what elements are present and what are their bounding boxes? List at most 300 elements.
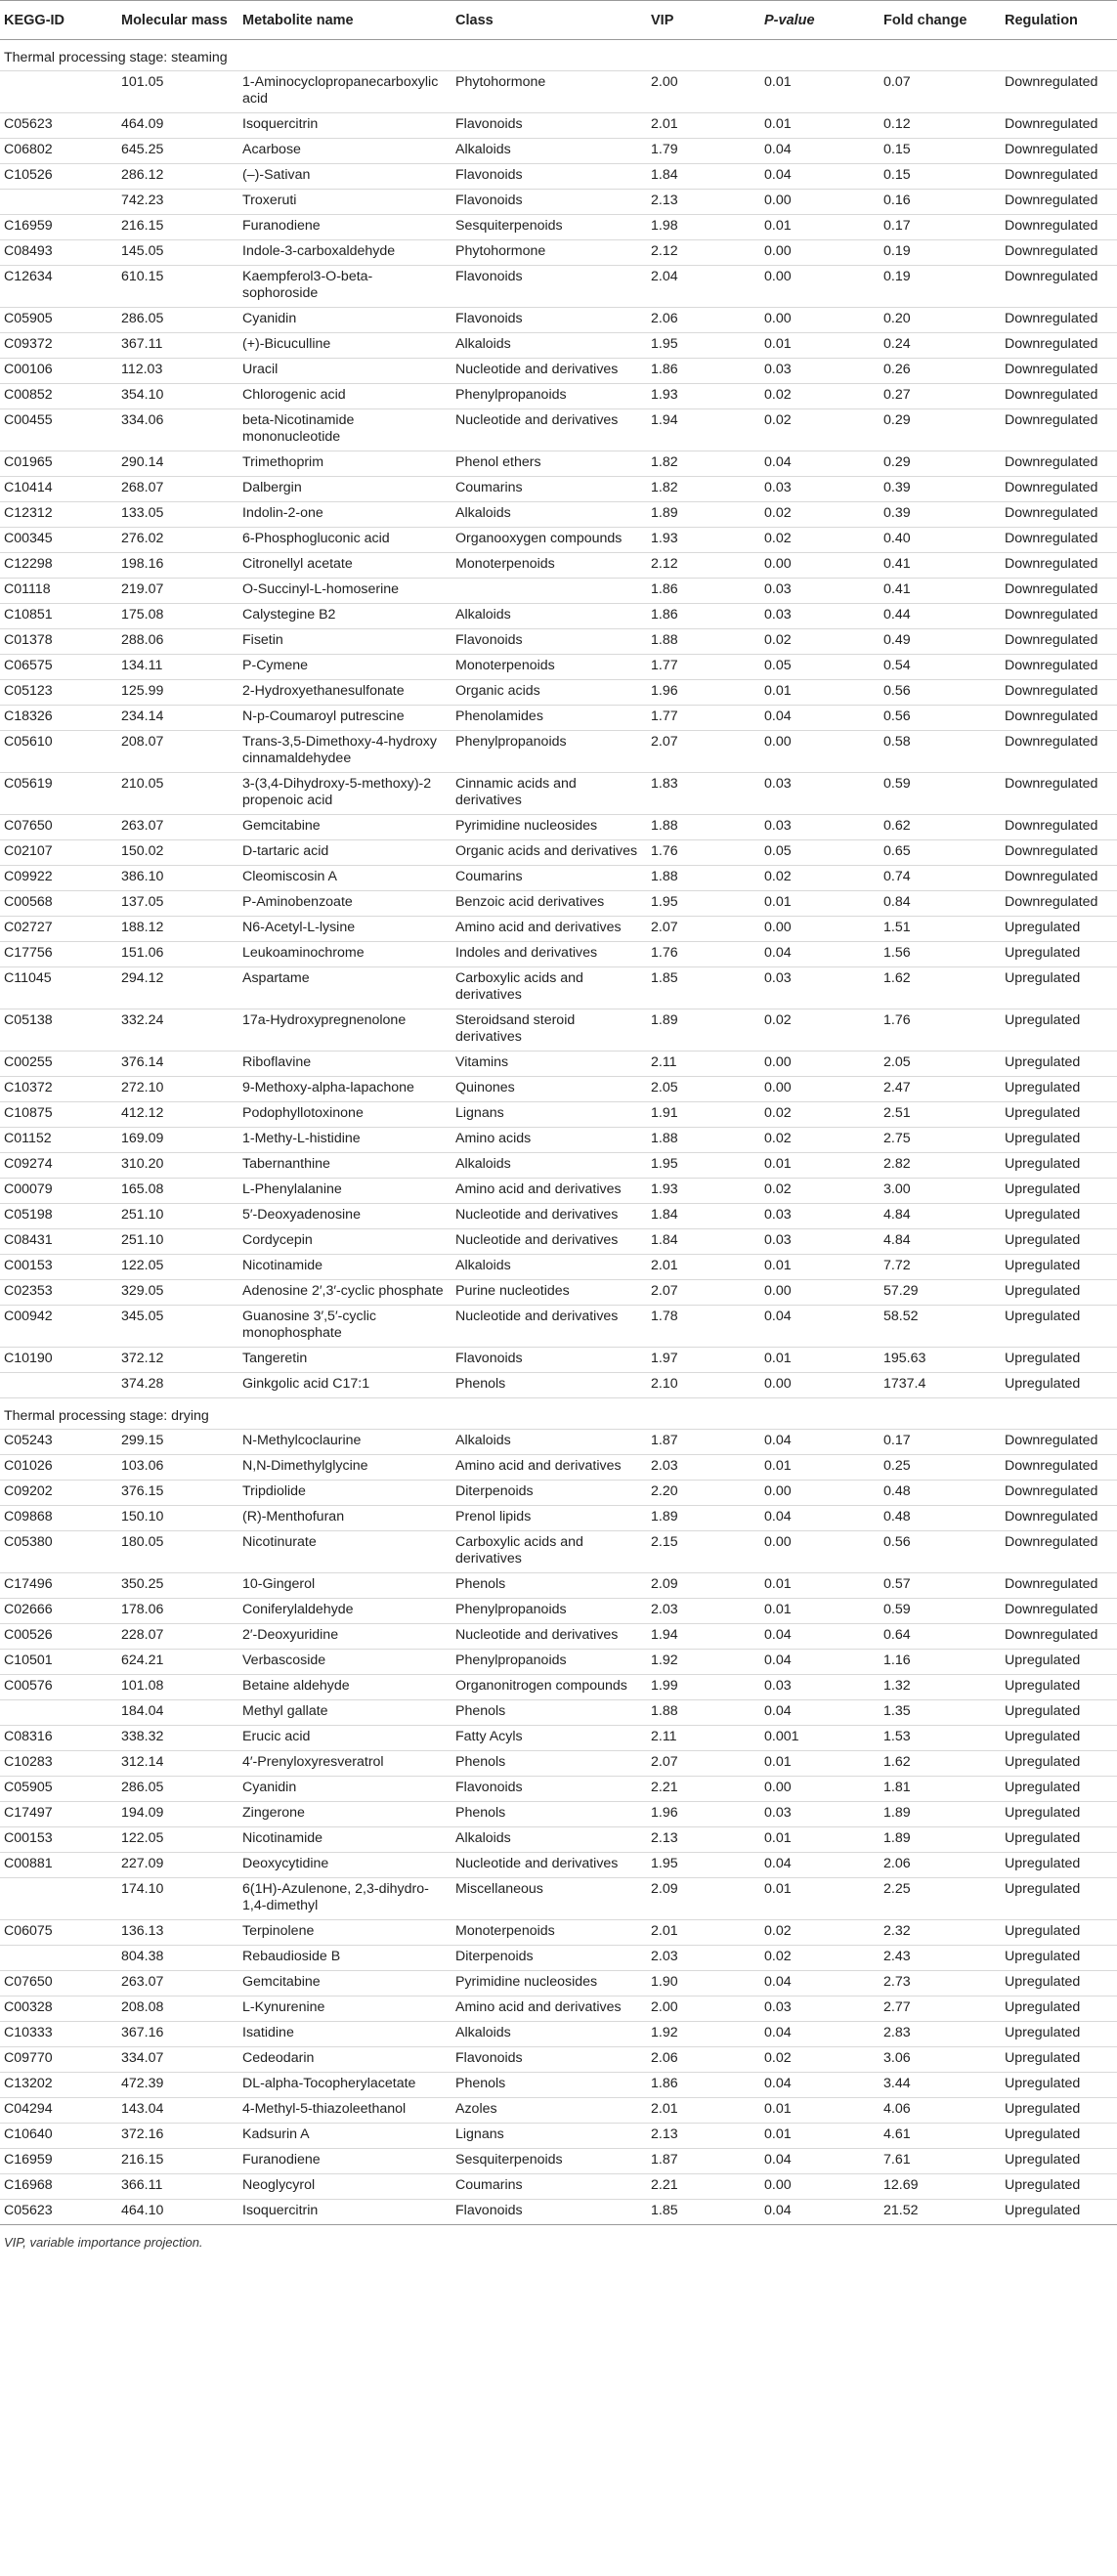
cell-class: Flavonoids <box>451 164 647 190</box>
cell-class: Alkaloids <box>451 2022 647 2047</box>
cell-p-value: 0.04 <box>760 1430 880 1455</box>
cell-fold-change: 2.77 <box>880 1996 1001 2022</box>
cell-vip: 2.13 <box>647 1827 760 1853</box>
cell-metabolite-name: Cyanidin <box>238 1777 451 1802</box>
table-row <box>0 967 1117 1009</box>
cell-fold-change: 7.72 <box>880 1255 1001 1280</box>
cell-p-value: 0.04 <box>760 1971 880 1996</box>
cell-class: Amino acid and derivatives <box>451 1179 647 1204</box>
cell-metabolite-name: Rebaudioside B <box>238 1946 451 1971</box>
table-row <box>0 240 1117 266</box>
cell-class: Carboxylic acids and derivatives <box>451 967 647 1009</box>
cell-p-value: 0.03 <box>760 1675 880 1700</box>
cell-p-value: 0.04 <box>760 1306 880 1348</box>
cell-fold-change: 0.48 <box>880 1481 1001 1506</box>
cell-class: Phenols <box>451 1573 647 1599</box>
cell-regulation: Downregulated <box>1001 333 1117 359</box>
cell-metabolite-name: Indole-3-carboxaldehyde <box>238 240 451 266</box>
cell-metabolite-name: 6(1H)-Azulenone, 2,3-dihydro-1,4-dimethyl <box>238 1878 451 1920</box>
cell-kegg-id: C04294 <box>0 2098 117 2124</box>
cell-molecular-mass: 288.06 <box>117 629 238 655</box>
cell-kegg-id: C01152 <box>0 1128 117 1153</box>
table-row <box>0 1700 1117 1726</box>
cell-molecular-mass: 276.02 <box>117 528 238 553</box>
cell-p-value: 0.02 <box>760 1009 880 1052</box>
cell-regulation: Downregulated <box>1001 477 1117 502</box>
cell-class: Diterpenoids <box>451 1946 647 1971</box>
cell-regulation: Downregulated <box>1001 1506 1117 1531</box>
cell-vip: 2.05 <box>647 1077 760 1102</box>
cell-class: Phenols <box>451 1751 647 1777</box>
cell-regulation: Downregulated <box>1001 579 1117 604</box>
cell-vip: 1.98 <box>647 215 760 240</box>
cell-regulation: Downregulated <box>1001 706 1117 731</box>
cell-fold-change: 2.05 <box>880 1052 1001 1077</box>
cell-metabolite-name: Kadsurin A <box>238 2124 451 2149</box>
cell-metabolite-name: N-p-Coumaroyl putrescine <box>238 706 451 731</box>
cell-p-value: 0.02 <box>760 528 880 553</box>
cell-kegg-id: C10526 <box>0 164 117 190</box>
cell-p-value: 0.00 <box>760 1280 880 1306</box>
cell-regulation: Upregulated <box>1001 1777 1117 1802</box>
cell-p-value: 0.01 <box>760 71 880 113</box>
cell-regulation: Downregulated <box>1001 1573 1117 1599</box>
cell-metabolite-name: Cordycepin <box>238 1229 451 1255</box>
table-row <box>0 1280 1117 1306</box>
cell-vip: 2.13 <box>647 190 760 215</box>
cell-kegg-id: C12312 <box>0 502 117 528</box>
cell-metabolite-name: D-tartaric acid <box>238 840 451 866</box>
cell-molecular-mass: 376.14 <box>117 1052 238 1077</box>
cell-metabolite-name: Gemcitabine <box>238 815 451 840</box>
cell-regulation: Upregulated <box>1001 2174 1117 2200</box>
table-row <box>0 139 1117 164</box>
cell-regulation: Downregulated <box>1001 815 1117 840</box>
header-molecular-mass: Molecular mass <box>117 1 238 40</box>
cell-vip: 1.85 <box>647 967 760 1009</box>
cell-metabolite-name: Erucic acid <box>238 1726 451 1751</box>
table-row <box>0 384 1117 409</box>
cell-metabolite-name: Terpinolene <box>238 1920 451 1946</box>
cell-kegg-id: C00942 <box>0 1306 117 1348</box>
cell-fold-change: 0.65 <box>880 840 1001 866</box>
cell-regulation: Downregulated <box>1001 840 1117 866</box>
cell-metabolite-name: Trans-3,5-Dimethoxy-4-hydroxy cinnamaldehydee <box>238 731 451 773</box>
cell-regulation: Upregulated <box>1001 1373 1117 1398</box>
table-row <box>0 891 1117 917</box>
cell-class: Phytohormone <box>451 71 647 113</box>
cell-regulation: Downregulated <box>1001 502 1117 528</box>
cell-p-value: 0.04 <box>760 706 880 731</box>
cell-regulation: Upregulated <box>1001 1306 1117 1348</box>
cell-fold-change: 0.17 <box>880 215 1001 240</box>
cell-kegg-id: C12298 <box>0 553 117 579</box>
cell-molecular-mass: 366.11 <box>117 2174 238 2200</box>
cell-molecular-mass: 216.15 <box>117 215 238 240</box>
cell-vip: 1.95 <box>647 891 760 917</box>
cell-fold-change: 1.81 <box>880 1777 1001 1802</box>
cell-p-value: 0.01 <box>760 2098 880 2124</box>
cell-metabolite-name: 4-Methyl-5-thiazoleethanol <box>238 2098 451 2124</box>
cell-vip: 1.86 <box>647 604 760 629</box>
table-row <box>0 579 1117 604</box>
cell-class: Nucleotide and derivatives <box>451 1204 647 1229</box>
cell-vip: 1.90 <box>647 1971 760 1996</box>
cell-p-value: 0.03 <box>760 604 880 629</box>
cell-metabolite-name: Dalbergin <box>238 477 451 502</box>
cell-regulation: Upregulated <box>1001 1102 1117 1128</box>
cell-molecular-mass: 412.12 <box>117 1102 238 1128</box>
cell-molecular-mass: 169.09 <box>117 1128 238 1153</box>
cell-molecular-mass: 184.04 <box>117 1700 238 1726</box>
cell-kegg-id: C07650 <box>0 1971 117 1996</box>
table-row <box>0 680 1117 706</box>
cell-fold-change: 0.40 <box>880 528 1001 553</box>
cell-molecular-mass: 294.12 <box>117 967 238 1009</box>
cell-p-value: 0.04 <box>760 2200 880 2225</box>
cell-vip: 1.95 <box>647 333 760 359</box>
cell-metabolite-name: L-Phenylalanine <box>238 1179 451 1204</box>
cell-fold-change: 0.74 <box>880 866 1001 891</box>
header-vip: VIP <box>647 1 760 40</box>
cell-class: Organooxygen compounds <box>451 528 647 553</box>
cell-vip: 1.96 <box>647 1802 760 1827</box>
section-title: Thermal processing stage: steaming <box>0 40 1117 71</box>
cell-fold-change: 0.19 <box>880 266 1001 308</box>
cell-metabolite-name: Leukoaminochrome <box>238 942 451 967</box>
cell-p-value: 0.01 <box>760 1153 880 1179</box>
cell-class: Benzoic acid derivatives <box>451 891 647 917</box>
cell-molecular-mass: 210.05 <box>117 773 238 815</box>
cell-molecular-mass: 208.07 <box>117 731 238 773</box>
cell-fold-change: 1737.4 <box>880 1373 1001 1398</box>
cell-regulation: Upregulated <box>1001 942 1117 967</box>
cell-class: Phenols <box>451 1802 647 1827</box>
cell-kegg-id <box>0 190 117 215</box>
table-row <box>0 1052 1117 1077</box>
cell-kegg-id: C10875 <box>0 1102 117 1128</box>
table-row <box>0 359 1117 384</box>
cell-regulation: Downregulated <box>1001 553 1117 579</box>
cell-kegg-id: C00255 <box>0 1052 117 1077</box>
cell-p-value: 0.04 <box>760 2073 880 2098</box>
table-row <box>0 1306 1117 1348</box>
cell-metabolite-name: Verbascoside <box>238 1650 451 1675</box>
cell-kegg-id: C12634 <box>0 266 117 308</box>
cell-molecular-mass: 464.09 <box>117 113 238 139</box>
cell-molecular-mass: 174.10 <box>117 1878 238 1920</box>
cell-molecular-mass: 227.09 <box>117 1853 238 1878</box>
table-row <box>0 1506 1117 1531</box>
table-row <box>0 2047 1117 2073</box>
cell-kegg-id: C11045 <box>0 967 117 1009</box>
cell-kegg-id: C09922 <box>0 866 117 891</box>
cell-class: Steroidsand steroid derivatives <box>451 1009 647 1052</box>
cell-metabolite-name: (R)-Menthofuran <box>238 1506 451 1531</box>
cell-class: Vitamins <box>451 1052 647 1077</box>
cell-vip: 1.94 <box>647 1624 760 1650</box>
cell-class: Indoles and derivatives <box>451 942 647 967</box>
cell-kegg-id: C05138 <box>0 1009 117 1052</box>
cell-class: Flavonoids <box>451 2047 647 2073</box>
cell-metabolite-name: beta-Nicotinamide mononucleotide <box>238 409 451 451</box>
header-metabolite-name: Metabolite name <box>238 1 451 40</box>
cell-p-value: 0.00 <box>760 240 880 266</box>
cell-p-value: 0.02 <box>760 2047 880 2073</box>
cell-vip: 1.92 <box>647 1650 760 1675</box>
cell-kegg-id: C01118 <box>0 579 117 604</box>
cell-molecular-mass: 286.12 <box>117 164 238 190</box>
cell-class: Flavonoids <box>451 2200 647 2225</box>
cell-molecular-mass: 372.16 <box>117 2124 238 2149</box>
cell-metabolite-name: L-Kynurenine <box>238 1996 451 2022</box>
cell-molecular-mass: 228.07 <box>117 1624 238 1650</box>
cell-molecular-mass: 290.14 <box>117 451 238 477</box>
table-row <box>0 1573 1117 1599</box>
cell-molecular-mass: 208.08 <box>117 1996 238 2022</box>
table-row <box>0 2022 1117 2047</box>
cell-fold-change: 7.61 <box>880 2149 1001 2174</box>
cell-molecular-mass: 122.05 <box>117 1255 238 1280</box>
cell-molecular-mass: 263.07 <box>117 815 238 840</box>
cell-vip: 1.86 <box>647 2073 760 2098</box>
cell-kegg-id: C16968 <box>0 2174 117 2200</box>
cell-p-value: 0.00 <box>760 553 880 579</box>
table-row <box>0 1726 1117 1751</box>
cell-vip: 1.76 <box>647 942 760 967</box>
cell-metabolite-name: Isoquercitrin <box>238 2200 451 2225</box>
cell-fold-change: 57.29 <box>880 1280 1001 1306</box>
cell-p-value: 0.04 <box>760 1506 880 1531</box>
cell-regulation: Upregulated <box>1001 1878 1117 1920</box>
cell-fold-change: 0.19 <box>880 240 1001 266</box>
cell-kegg-id: C05123 <box>0 680 117 706</box>
cell-p-value: 0.04 <box>760 1624 880 1650</box>
cell-class: Flavonoids <box>451 190 647 215</box>
cell-p-value: 0.00 <box>760 917 880 942</box>
cell-vip: 1.89 <box>647 1506 760 1531</box>
table-row <box>0 1777 1117 1802</box>
cell-kegg-id: C09868 <box>0 1506 117 1531</box>
cell-fold-change: 2.06 <box>880 1853 1001 1878</box>
cell-kegg-id: C06075 <box>0 1920 117 1946</box>
cell-fold-change: 0.41 <box>880 579 1001 604</box>
cell-vip: 1.89 <box>647 1009 760 1052</box>
cell-vip: 2.03 <box>647 1946 760 1971</box>
cell-vip: 1.88 <box>647 1700 760 1726</box>
cell-metabolite-name: (–)-Sativan <box>238 164 451 190</box>
table-row <box>0 1751 1117 1777</box>
cell-regulation: Upregulated <box>1001 2073 1117 2098</box>
cell-class: Organic acids and derivatives <box>451 840 647 866</box>
cell-metabolite-name: 2-Hydroxyethanesulfonate <box>238 680 451 706</box>
cell-class: Nucleotide and derivatives <box>451 1853 647 1878</box>
cell-p-value: 0.02 <box>760 409 880 451</box>
cell-fold-change: 3.44 <box>880 2073 1001 2098</box>
cell-class: Phenolamides <box>451 706 647 731</box>
cell-kegg-id: C00328 <box>0 1996 117 2022</box>
cell-regulation: Upregulated <box>1001 1204 1117 1229</box>
cell-fold-change: 195.63 <box>880 1348 1001 1373</box>
cell-regulation: Upregulated <box>1001 1009 1117 1052</box>
cell-fold-change: 1.35 <box>880 1700 1001 1726</box>
cell-molecular-mass: 286.05 <box>117 308 238 333</box>
cell-vip: 1.95 <box>647 1853 760 1878</box>
table-row <box>0 528 1117 553</box>
cell-metabolite-name: 1-Aminocyclopropanecarboxylic acid <box>238 71 451 113</box>
cell-regulation: Downregulated <box>1001 731 1117 773</box>
cell-regulation: Upregulated <box>1001 2047 1117 2073</box>
cell-kegg-id: C05905 <box>0 1777 117 1802</box>
cell-vip: 1.89 <box>647 502 760 528</box>
cell-vip: 1.86 <box>647 359 760 384</box>
cell-fold-change: 0.07 <box>880 71 1001 113</box>
table-row <box>0 308 1117 333</box>
cell-kegg-id: C08316 <box>0 1726 117 1751</box>
cell-class: Miscellaneous <box>451 1878 647 1920</box>
cell-kegg-id: C02727 <box>0 917 117 942</box>
cell-kegg-id: C05380 <box>0 1531 117 1573</box>
cell-vip: 1.86 <box>647 579 760 604</box>
cell-p-value: 0.03 <box>760 477 880 502</box>
cell-fold-change: 2.25 <box>880 1878 1001 1920</box>
cell-p-value: 0.04 <box>760 1853 880 1878</box>
cell-metabolite-name: P-Aminobenzoate <box>238 891 451 917</box>
header-class: Class <box>451 1 647 40</box>
cell-p-value: 0.00 <box>760 1481 880 1506</box>
cell-class: Carboxylic acids and derivatives <box>451 1531 647 1573</box>
cell-fold-change: 2.51 <box>880 1102 1001 1128</box>
cell-vip: 1.95 <box>647 1153 760 1179</box>
cell-metabolite-name: Gemcitabine <box>238 1971 451 1996</box>
cell-p-value: 0.00 <box>760 308 880 333</box>
cell-regulation: Downregulated <box>1001 604 1117 629</box>
section-header-row <box>0 40 1117 71</box>
cell-kegg-id: C00455 <box>0 409 117 451</box>
table-row <box>0 1853 1117 1878</box>
cell-metabolite-name: Deoxycytidine <box>238 1853 451 1878</box>
cell-vip: 2.01 <box>647 2098 760 2124</box>
cell-p-value: 0.01 <box>760 113 880 139</box>
cell-kegg-id: C05243 <box>0 1430 117 1455</box>
cell-metabolite-name: N6-Acetyl-L-lysine <box>238 917 451 942</box>
cell-class: Alkaloids <box>451 1255 647 1280</box>
cell-kegg-id: C00106 <box>0 359 117 384</box>
cell-regulation: Upregulated <box>1001 1179 1117 1204</box>
cell-regulation: Downregulated <box>1001 773 1117 815</box>
cell-kegg-id: C18326 <box>0 706 117 731</box>
cell-kegg-id: C00576 <box>0 1675 117 1700</box>
cell-metabolite-name: Cedeodarin <box>238 2047 451 2073</box>
cell-fold-change: 3.00 <box>880 1179 1001 1204</box>
cell-molecular-mass: 178.06 <box>117 1599 238 1624</box>
cell-vip: 2.07 <box>647 731 760 773</box>
table-row <box>0 190 1117 215</box>
cell-metabolite-name: Cyanidin <box>238 308 451 333</box>
cell-molecular-mass: 372.12 <box>117 1348 238 1373</box>
cell-vip: 2.06 <box>647 308 760 333</box>
cell-vip: 1.88 <box>647 866 760 891</box>
cell-metabolite-name: 3-(3,4-Dihydroxy-5-methoxy)-2 propenoic acid <box>238 773 451 815</box>
table-row <box>0 629 1117 655</box>
table-row <box>0 1373 1117 1398</box>
cell-molecular-mass: 268.07 <box>117 477 238 502</box>
cell-fold-change: 1.56 <box>880 942 1001 967</box>
cell-regulation: Upregulated <box>1001 1229 1117 1255</box>
cell-regulation: Upregulated <box>1001 1853 1117 1878</box>
cell-regulation: Downregulated <box>1001 528 1117 553</box>
cell-kegg-id: C09770 <box>0 2047 117 2073</box>
cell-fold-change: 3.06 <box>880 2047 1001 2073</box>
cell-class: Sesquiterpenoids <box>451 215 647 240</box>
cell-metabolite-name: Furanodiene <box>238 2149 451 2174</box>
table-row <box>0 1599 1117 1624</box>
cell-regulation: Downregulated <box>1001 190 1117 215</box>
cell-regulation: Upregulated <box>1001 1280 1117 1306</box>
cell-molecular-mass: 263.07 <box>117 1971 238 1996</box>
cell-kegg-id: C17497 <box>0 1802 117 1827</box>
cell-vip: 1.77 <box>647 655 760 680</box>
table-row <box>0 773 1117 815</box>
cell-vip: 2.07 <box>647 1280 760 1306</box>
cell-p-value: 0.05 <box>760 840 880 866</box>
cell-molecular-mass: 133.05 <box>117 502 238 528</box>
cell-metabolite-name: Cleomiscosin A <box>238 866 451 891</box>
cell-fold-change: 1.53 <box>880 1726 1001 1751</box>
cell-class: Monoterpenoids <box>451 553 647 579</box>
cell-kegg-id: C05610 <box>0 731 117 773</box>
cell-molecular-mass: 188.12 <box>117 917 238 942</box>
table-row <box>0 731 1117 773</box>
cell-vip: 1.93 <box>647 384 760 409</box>
cell-kegg-id: C05619 <box>0 773 117 815</box>
cell-fold-change: 0.56 <box>880 680 1001 706</box>
cell-vip: 2.10 <box>647 1373 760 1398</box>
cell-fold-change: 0.49 <box>880 629 1001 655</box>
cell-metabolite-name: Citronellyl acetate <box>238 553 451 579</box>
cell-molecular-mass: 216.15 <box>117 2149 238 2174</box>
cell-fold-change: 1.89 <box>880 1827 1001 1853</box>
cell-p-value: 0.04 <box>760 2022 880 2047</box>
cell-class: Organonitrogen compounds <box>451 1675 647 1700</box>
cell-class: Phenols <box>451 1373 647 1398</box>
cell-metabolite-name: Fisetin <box>238 629 451 655</box>
cell-vip: 1.82 <box>647 477 760 502</box>
cell-class: Amino acids <box>451 1128 647 1153</box>
cell-regulation: Upregulated <box>1001 1675 1117 1700</box>
cell-fold-change: 1.16 <box>880 1650 1001 1675</box>
cell-molecular-mass: 374.28 <box>117 1373 238 1398</box>
cell-fold-change: 2.32 <box>880 1920 1001 1946</box>
cell-regulation: Downregulated <box>1001 384 1117 409</box>
cell-kegg-id: C09274 <box>0 1153 117 1179</box>
cell-kegg-id: C05623 <box>0 113 117 139</box>
cell-regulation: Downregulated <box>1001 866 1117 891</box>
cell-kegg-id: C05623 <box>0 2200 117 2225</box>
cell-vip: 1.76 <box>647 840 760 866</box>
table-row <box>0 451 1117 477</box>
cell-metabolite-name: 9-Methoxy-alpha-lapachone <box>238 1077 451 1102</box>
cell-regulation: Upregulated <box>1001 1052 1117 1077</box>
cell-p-value: 0.02 <box>760 1946 880 1971</box>
cell-metabolite-name: Betaine aldehyde <box>238 1675 451 1700</box>
cell-vip: 2.11 <box>647 1052 760 1077</box>
cell-kegg-id: C00345 <box>0 528 117 553</box>
table-row <box>0 1009 1117 1052</box>
cell-p-value: 0.001 <box>760 1726 880 1751</box>
cell-fold-change: 4.61 <box>880 2124 1001 2149</box>
cell-molecular-mass: 354.10 <box>117 384 238 409</box>
